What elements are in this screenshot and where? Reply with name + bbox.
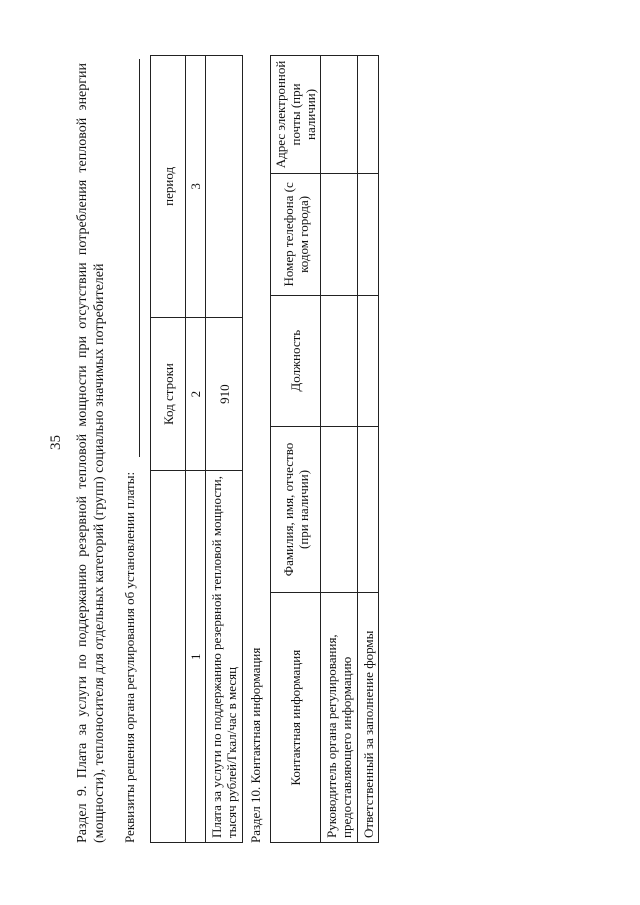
row-label: Ответственный за заполнение формы [358,593,379,843]
header-cell: Должность [271,295,321,426]
row-label: Руководитель органа регулирования, предоставляющего информацию [321,593,358,843]
page-number: 35 [48,435,64,450]
section9-title: Раздел 9. Плата за услуги по поддержанию резервной тепловой мощности при отсутствии потребления тепловой энергии (мощности), теплоносителя для отдельных категорий (групп) социально значимых потребителей [75,63,107,843]
cell [321,295,358,426]
number-cell: 3 [186,56,206,318]
section9-table [150,55,243,843]
requisites-label: Реквизиты решения органа регулирования об установлении платы: [122,471,137,843]
cell [358,173,379,295]
header-cell: Контактная информация [271,593,321,843]
cell [321,56,358,174]
header-cell: Фамилия, имя, отчество (при наличии) [271,426,321,593]
cell [358,295,379,426]
cell [358,426,379,593]
header-cell: Номер телефона (с кодом города) [271,173,321,295]
number-cell: 2 [186,317,206,471]
table-row [358,56,379,843]
cell [358,56,379,174]
header-cell: период [151,56,186,318]
header-cell [151,471,186,843]
row-value [206,56,243,318]
row-name: Плата за услуги по поддержанию резервной тепловой мощности, тысяч рублей/Гкал/час в месяц [206,471,243,843]
cell [321,426,358,593]
table-number-row [186,56,206,843]
requisites-underline [139,59,140,457]
section10-title: Раздел 10. Контактная информация [248,647,263,843]
cell [321,173,358,295]
table-header-row [151,56,186,843]
table-header-row [271,56,321,843]
number-cell: 1 [186,471,206,843]
table-row [206,56,243,843]
header-cell: Код строки [151,317,186,471]
table-row [321,56,358,843]
row-code: 910 [206,317,243,471]
header-cell: Адрес электронной почты (при наличии) [271,56,321,174]
section10-table [270,55,379,843]
